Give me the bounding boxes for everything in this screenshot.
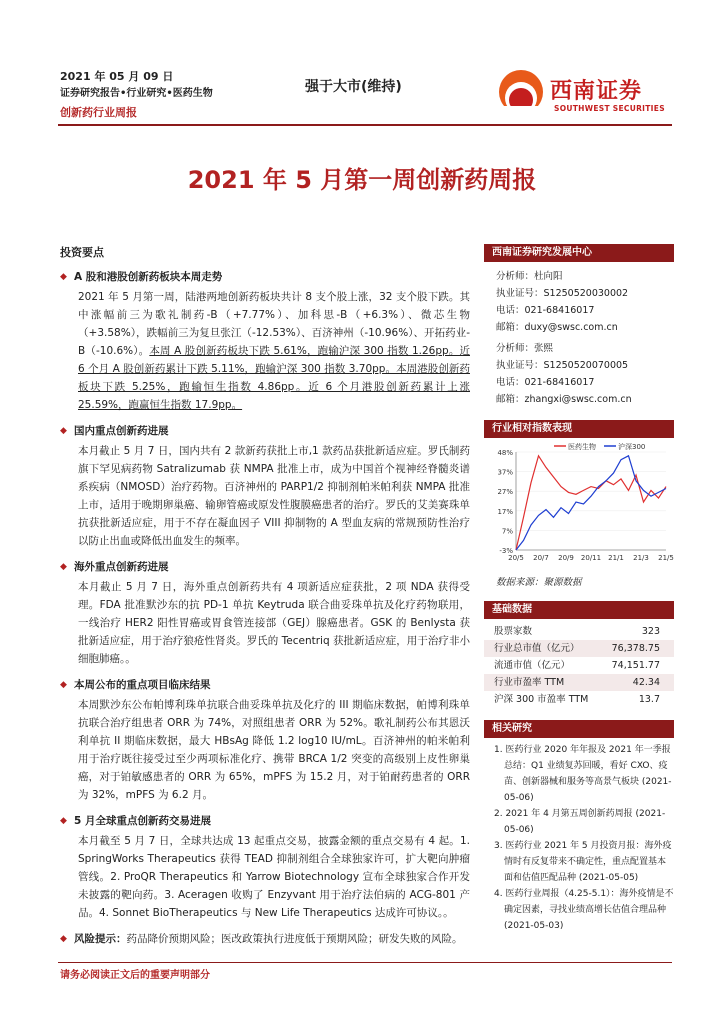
y-tick-label: 7% — [501, 527, 513, 536]
section-body-highlight: 本周 A 股创新药板块下跌 5.61%，跑输沪深 300 指数 1.26pp。近 6 个月 A 股创新药累计下跌 5.11%，跑输沪深 300 指数 3.70pp。本周港股创新药板块下跌 5.25%，跑输恒生指数 4.86pp。近 6 个月港股创新药累计上涨 25.59%，跑赢恒生指数 17.9pp。 — [78, 345, 470, 411]
x-tick-label: 20/7 — [533, 554, 549, 562]
list-item[interactable]: 4. 医药行业周报（4.25-5.1）：海外疫情是不确定因素，寻找业绩高增长估值合理品种 (2021-05-03) — [494, 889, 676, 931]
risk-line — [60, 930, 470, 948]
analyst-cert: 执业证号：S1250520070005 — [496, 360, 629, 371]
related-research-heading: 相关研究 — [484, 720, 674, 738]
y-tick-label: 48% — [497, 449, 513, 457]
row-value: 76,378.75 — [611, 643, 660, 654]
table-row — [484, 640, 674, 657]
section-overseas — [60, 558, 470, 668]
y-tick-label: -3% — [499, 547, 513, 555]
related-research-list — [484, 742, 674, 934]
section-heading: ◆ 海外重点创新药进展 — [60, 558, 470, 576]
section-body — [78, 288, 470, 414]
row-value: 323 — [641, 626, 660, 637]
basic-data-table — [484, 623, 674, 708]
x-tick-label: 20/9 — [558, 554, 574, 562]
report-subtitle: 创新药行业周报 — [60, 106, 137, 119]
rating: 强于大市(维持) — [305, 79, 402, 95]
main-content — [60, 244, 470, 948]
list-item[interactable]: 2. 2021 年 4 月第五周创新药周报 (2021-05-06) — [494, 809, 666, 835]
section-a-h-stocks — [60, 268, 470, 414]
sidebar — [484, 244, 674, 934]
row-label: 沪深 300 市盈率 TTM — [494, 694, 589, 705]
series-line-1 — [516, 456, 666, 550]
section-clinical — [60, 676, 470, 804]
section-body: 本月截止 5 月 7 日，海外重点创新药共有 4 项新适应症获批，2 项 NDA 获得受理。FDA 批准默沙东的抗 PD-1 单抗 Keytruda 联合曲妥珠单抗及化疗药物联用，一线治疗 HER2 阳性胃癌或胃食管连接部（GEJ）腺癌患者。GSK 的 Benlysta 获批新适应症，用于治疗狼疮性肾炎。罗氏的 Tecentriq 获批新适应症，用于治疗非小细胞肺癌。。 — [78, 581, 470, 665]
report-category: 证券研究报告•行业研究•医药生物 — [60, 88, 213, 99]
section-deals — [60, 812, 470, 922]
x-tick-label: 21/1 — [608, 554, 624, 562]
list-item[interactable]: 3. 医药行业 2021 年 5 月投资月报：海外疫情时有反复带来不确定性，重点配置基本面和估值匹配品种 (2021-05-05) — [494, 841, 672, 883]
section-heading: ◆ 5 月全球重点创新药交易进展 — [60, 812, 470, 830]
section-title: 投资要点 — [60, 246, 104, 259]
row-label: 流通市值（亿元） — [494, 660, 571, 671]
x-tick-label: 21/5 — [658, 554, 674, 562]
section-risk — [60, 930, 470, 948]
table-row — [484, 657, 674, 674]
y-tick-label: 27% — [497, 488, 513, 497]
row-value: 74,151.77 — [611, 660, 660, 671]
brand-logo-text: 西南证券 — [550, 79, 643, 104]
relative-index-chart — [484, 438, 674, 568]
sun-logo-icon — [497, 68, 545, 116]
section-body: 本月截至 5 月 7 日，全球共达成 13 起重点交易，披露金额的重点交易有 4 起。1. SpringWorks Therapeutics 获得 TEAD 抑制剂组合全球独家许可，扩大靶向肿瘤管线。2. ProQR Therapeutics 和 Yarrow Biotechnology 宣布全球独家合作开发未披露的靶向药。3. Aceragen 收购了 Enzyvant 用于治疗法伯病的 ACG-801 产品。4. Sonnet BioTherapeutics 与 New Life Therapeutics 达成许可协议。。 — [78, 835, 470, 919]
analyst-name: 分析师：杜向阳 — [496, 271, 563, 282]
section-heading: ◆ A 股和港股创新药板块本周走势 — [60, 268, 470, 286]
row-label: 股票家数 — [494, 626, 533, 637]
row-value: 13.7 — [638, 694, 660, 705]
section-heading: ◆ 国内重点创新药进展 — [60, 422, 470, 440]
section-body: 本周默沙东公布帕博利珠单抗联合曲妥珠单抗及化疗的 III 期临床数据，帕博利珠单抗联合治疗组患者 ORR 为 74%，对照组患者 ORR 为 52%。歌礼制药公布其恩沃利单抗 II 期临床数据，最大 HBsAg 降低 1.2 log10 IU/mL。百济神州的帕米帕利用于治疗既往接受过至少两项标准化疗、携带 BRCA 1/2 突变的高级别上皮性卵巢癌，对于铂敏感患者的 ORR 为 65%，mPFS 为 15.2 月，对于铂耐药患者的 ORR 为 32%，mPFS 为 6.2 月。 — [78, 699, 470, 801]
footer-disclaimer[interactable]: 请务必阅读正文后的重要声明部分 — [60, 970, 210, 981]
x-tick-label: 20/5 — [508, 554, 524, 562]
brand-logo-subtext: SOUTHWEST SECURITIES — [554, 104, 665, 113]
y-tick-label: 37% — [497, 468, 513, 477]
x-tick-label: 20/11 — [580, 554, 602, 562]
section-heading: 风险提示： — [74, 933, 127, 945]
table-row — [484, 674, 674, 691]
section-body: 药品降价预期风险；医改政策执行进度低于预期风险；研发失败的风险。 — [126, 933, 463, 945]
y-tick-label: 17% — [497, 507, 513, 516]
analyst-card — [484, 340, 674, 408]
research-center-heading: 西南证券研究发展中心 — [484, 244, 674, 262]
table-row — [484, 623, 674, 640]
chart-heading: 行业相对指数表现 — [484, 420, 674, 438]
basic-data-heading: 基础数据 — [484, 601, 674, 619]
footer-divider — [58, 962, 672, 963]
analyst-phone: 电话：021-68416017 — [496, 305, 595, 316]
header-divider — [58, 124, 672, 126]
x-tick-label: 21/3 — [633, 554, 649, 562]
analyst-cert: 执业证号：S1250520030002 — [496, 288, 629, 299]
legend-label: 沪深300 — [618, 443, 646, 451]
analyst-email[interactable]: 邮箱：zhangxi@swsc.com.cn — [496, 394, 632, 405]
analyst-email[interactable]: 邮箱：duxy@swsc.com.cn — [496, 322, 618, 333]
list-item[interactable]: 1. 医药行业 2020 年年报及 2021 年一季报总结：Q1 业绩复苏回暖，看好 CXO、疫苗、创新器械和服务等高景气板块 (2021-05-06) — [494, 745, 672, 803]
analyst-name: 分析师：张熙 — [496, 343, 554, 354]
analyst-phone: 电话：021-68416017 — [496, 377, 595, 388]
page-title: 2021 年 5 月第一周创新药周报 — [187, 166, 537, 194]
legend-label: 医药生物 — [568, 443, 596, 451]
chart-source: 数据来源：聚源数据 — [496, 577, 582, 588]
section-body-text: 2021 年 5 月第一周，陆港两地创新药板块共计 8 支个股上涨，32 支个股下跌。其中涨幅前三为歌礼制药-B（+7.77%）、加科思-B（+6.3%）、微芯生物（+3.58%），跌幅前三为复旦张江（-12.53%）、百济神州（-10.96%）、开拓药业-B（-10.6%）。 — [78, 291, 470, 357]
section-heading: ◆ 本周公布的重点项目临床结果 — [60, 676, 470, 694]
analyst-card — [484, 268, 674, 336]
row-label: 行业总市值（亿元） — [494, 643, 580, 654]
section-body: 本月截止 5 月 7 日，国内共有 2 款新药获批上市,1 款药品获批新适应症。罗氏制药旗下罕见病药物 Satralizumab 获 NMPA 批准上市，成为中国首个视神经脊髓炎谱系疾病（NMOSD）治疗药物。百济神州的 PARP1/2 抑制剂帕米帕利获 NMPA 批准上市，适用于晚期卵巢癌、输卵管癌或原发性腹膜癌患者的治疗。罗氏的艾美赛珠单抗获批新适应症，用于不存在凝血因子 VIII 抑制物的 A 型血友病的常规预防性治疗以防止出血或降低出血发生的频率。 — [78, 445, 470, 547]
report-date: 2021 年 05 月 09 日 — [60, 70, 174, 83]
table-row — [484, 691, 674, 708]
section-domestic — [60, 422, 470, 550]
row-value: 42.34 — [632, 677, 660, 688]
row-label: 行业市盈率 TTM — [494, 677, 565, 688]
